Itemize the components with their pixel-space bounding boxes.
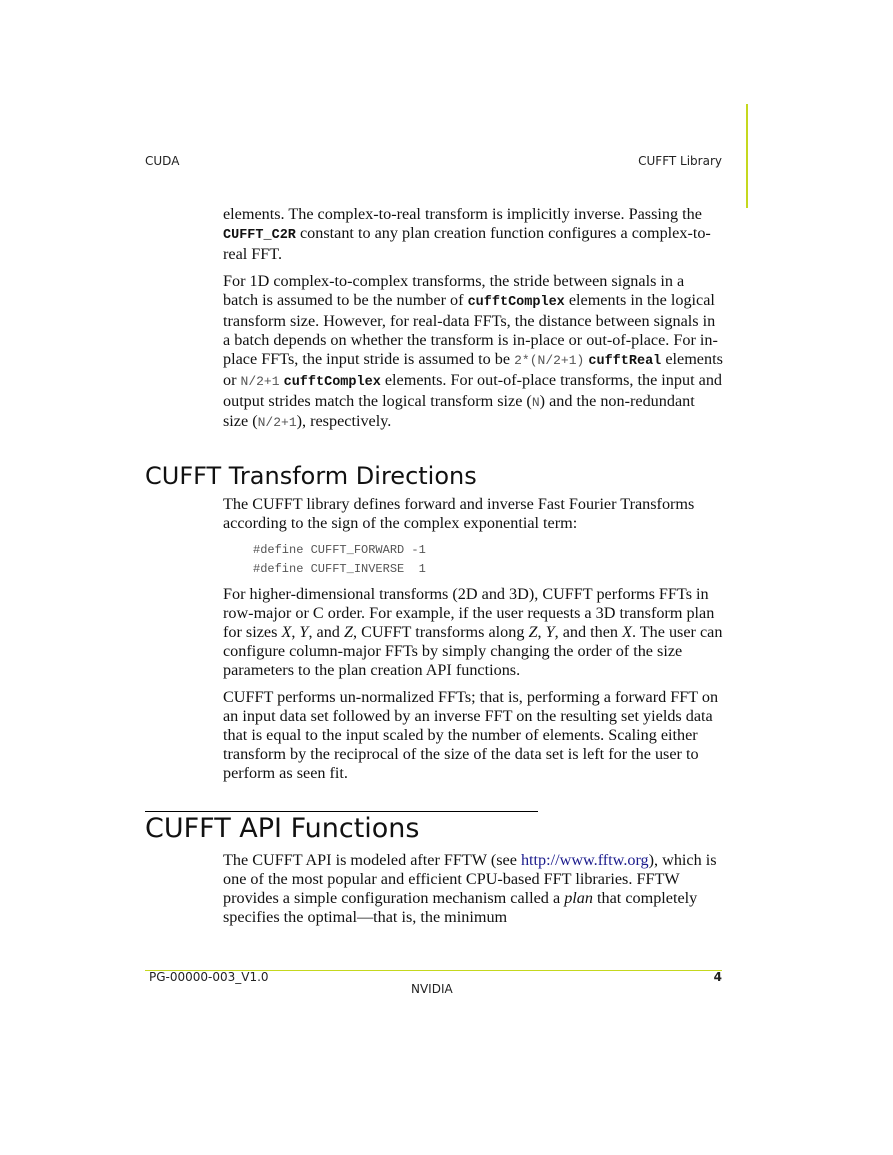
inline-code: N/2+1 — [257, 415, 297, 430]
section-heading: CUFFT API Functions — [145, 813, 420, 844]
paragraph: For 1D complex-to-complex transforms, the stride between signals in a batch is assumed to be the number of cufftComplex elements in the logical transform size. However, for real-data FFTs, the distance between signals in a batch depends on whether the transform is in-place or out-of-place. For in-place FFTs, the input stride is assumed to be 2*(N/2+1) cufftReal elements or N/2+1 cufftComplex elements. For out-of-place transforms, the input and output strides match the logical transform size (N) and the non-redundant size (N/2+1), respectively. — [223, 272, 723, 430]
inline-code: N/2+1 — [240, 374, 280, 389]
paragraph: CUFFT performs un-normalized FFTs; that is, performing a forward FFT on an input data set followed by an inverse FFT on the resulting set yields data that is equal to the input scaled by the number of elements. Scaling either transform by the reciprocal of the size of the data set is left for the user to perform as seen fit. — [223, 688, 719, 782]
paragraph: The CUFFT library defines forward and inverse Fast Fourier Transforms according to the sign of the complex exponential term: — [223, 495, 695, 532]
code-line: #define CUFFT_INVERSE 1 — [253, 562, 426, 576]
directions-text — [223, 495, 723, 791]
inline-code: cufftComplex — [283, 375, 381, 390]
code-line: #define CUFFT_FORWARD -1 — [253, 543, 426, 557]
footer-company: NVIDIA — [411, 982, 453, 996]
header-right: CUFFT Library — [638, 154, 722, 168]
inline-code: CUFFT_C2R — [223, 228, 296, 243]
paragraph: For higher-dimensional transforms (2D and 3D), CUFFT performs FFTs in row-major or C order. For example, if the user requests a 3D transform plan for sizes X, Y, and Z, CUFFT transforms along Z, Y, and then X. The user can configure column-major FFTs by simply changing the order of the size parameters to the plan creation API functions. — [223, 585, 723, 679]
inline-code: cufftReal — [588, 354, 662, 369]
margin-accent-rule — [746, 104, 748, 208]
header-left: CUDA — [145, 154, 180, 168]
section-heading: CUFFT Transform Directions — [145, 462, 477, 490]
inline-code: cufftComplex — [467, 295, 565, 310]
paragraph: elements. The complex-to-real transform is implicitly inverse. Passing the CUFFT_C2R constant to any plan creation function configures a complex-to-real FFT. — [223, 205, 711, 263]
footer-doc-id: PG-00000-003_V1.0 — [149, 970, 269, 984]
code-block — [253, 541, 723, 579]
inline-code: 2*(N/2+1) — [514, 353, 585, 368]
intro-text — [223, 205, 723, 440]
section-divider — [145, 811, 538, 812]
api-text — [223, 851, 723, 935]
page-number: 4 — [713, 970, 722, 984]
paragraph: The CUFFT API is modeled after FFTW (see http://www.fftw.org), which is one of the most popular and efficient CPU-based FFT libraries. FFTW provides a simple configuration mechanism called a plan that completely specifies the optimal—that is, the minimum — [223, 851, 717, 926]
inline-code: N — [531, 395, 540, 410]
fftw-link[interactable]: http://www.fftw.org — [520, 851, 649, 869]
